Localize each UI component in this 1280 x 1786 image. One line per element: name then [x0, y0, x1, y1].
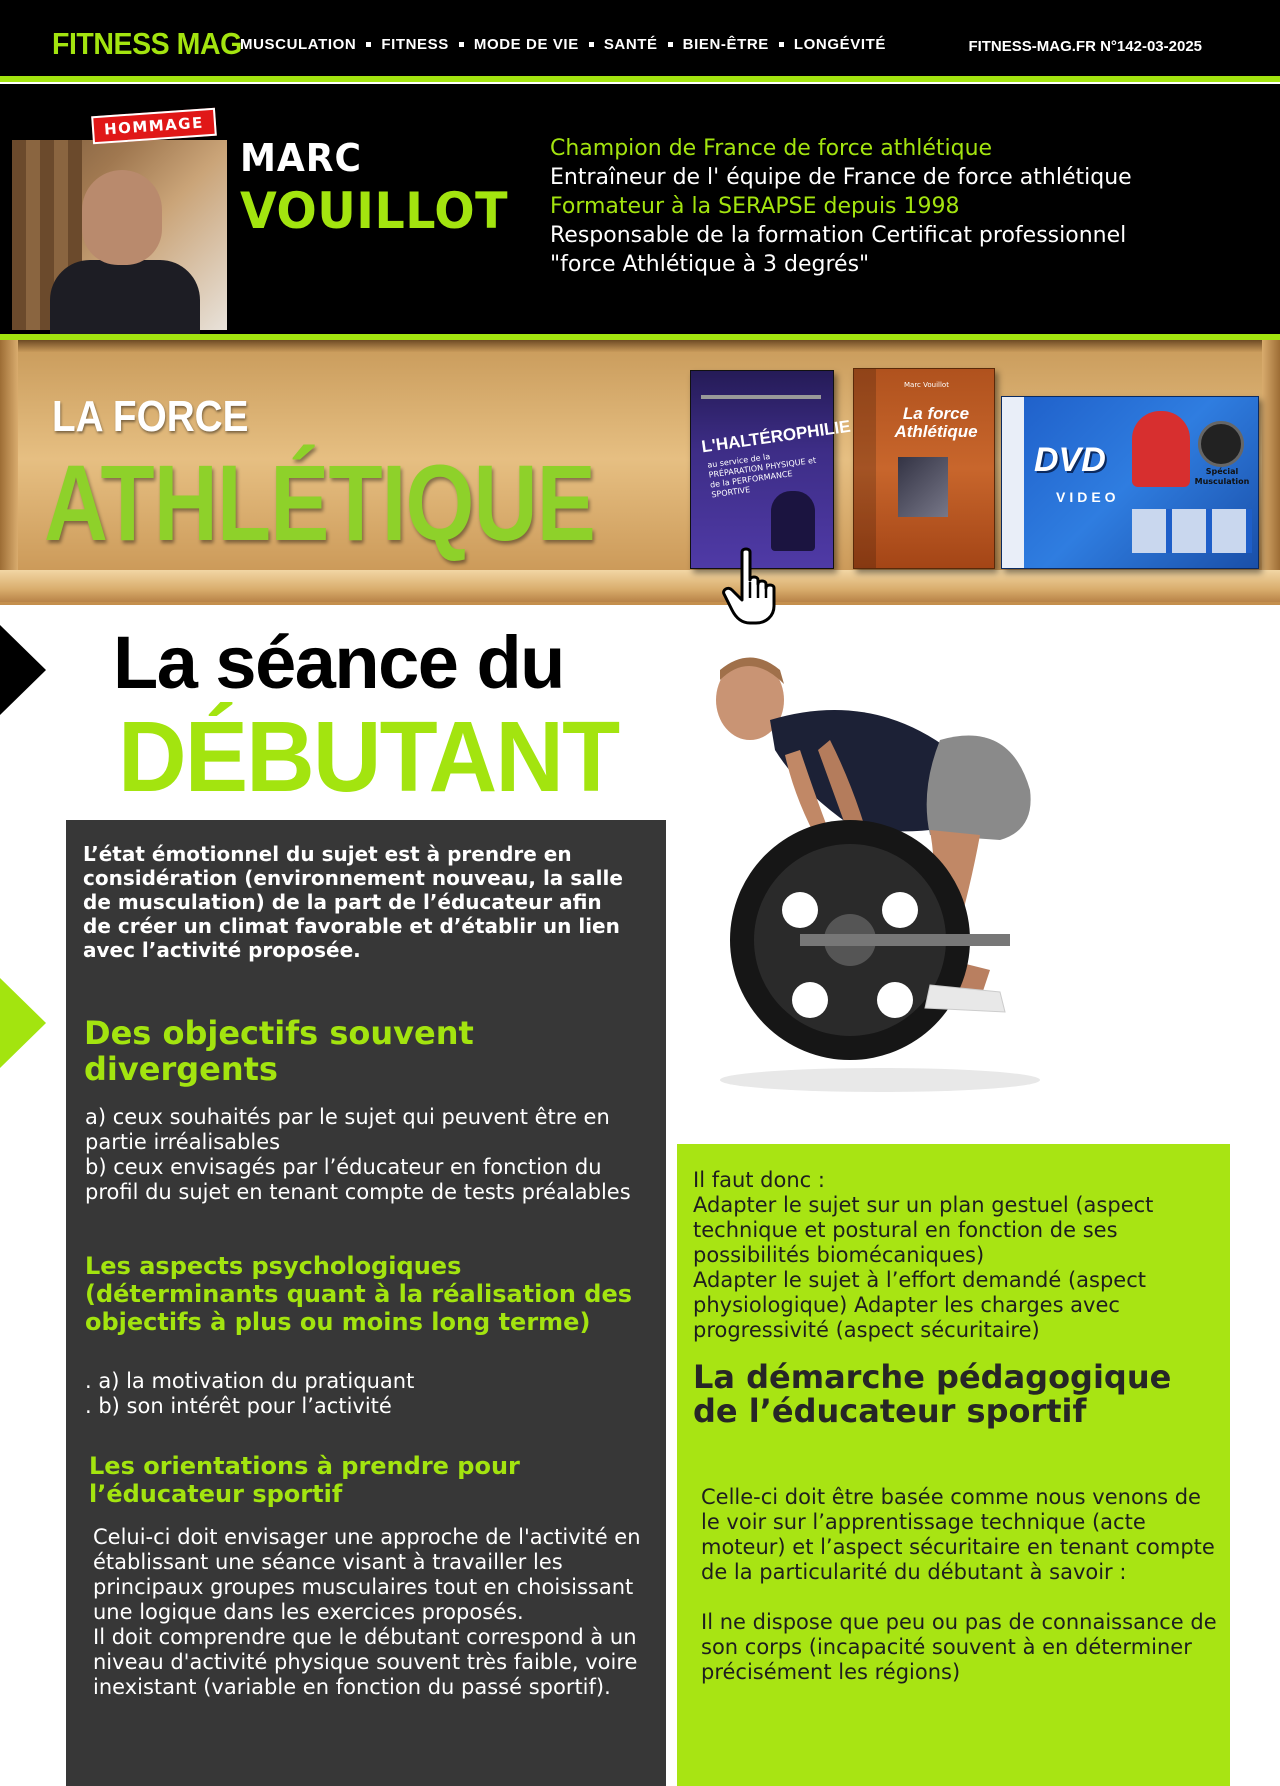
bio-line: Entraîneur de l' équipe de France de force athlétique: [550, 165, 1132, 190]
section-arrow-icon: [0, 625, 48, 715]
bio-line: Champion de France de force athlétique: [550, 136, 993, 161]
article-title-line1: La séance du: [113, 621, 564, 704]
issue-number: FITNESS-MAG.FR N°142-03-2025: [968, 38, 1202, 55]
nav-item-longevite[interactable]: LONGÉVITÉ: [793, 36, 886, 53]
profile-bio: [550, 134, 1132, 279]
dvd-special-label: Spécial Musculation: [1194, 467, 1250, 486]
profile-last-name: VOUILLOT: [240, 182, 508, 240]
dvd-video-label: VIDEO: [1056, 489, 1120, 505]
nav-item-musculation[interactable]: MUSCULATION: [240, 36, 357, 53]
shelf-label-big: ATHLÉTIQUE: [44, 442, 596, 563]
book-author: Marc Vouillot: [904, 381, 949, 389]
nav-separator: [366, 42, 371, 47]
book-halterophilie[interactable]: [690, 370, 852, 569]
bio-line: Formateur à la SERAPSE depuis 1998: [550, 194, 960, 219]
brand-logo[interactable]: FITNESS MAG: [52, 26, 242, 61]
dvd-cover[interactable]: [1001, 396, 1259, 569]
book-force-athletique[interactable]: [853, 368, 995, 569]
article-title-line2: DÉBUTANT: [118, 701, 619, 813]
nav-item-fitness[interactable]: FITNESS: [381, 36, 449, 53]
main-nav: [240, 36, 886, 53]
bio-line: "force Athlétique à 3 degrés": [550, 252, 870, 277]
heading-demarche-pedagogique: La démarche pédagogique de l’éducateur sportif: [693, 1358, 1172, 1430]
hommage-badge: HOMMAGE: [91, 108, 216, 145]
book-title: L'HALTÉROPHILIE: [700, 416, 852, 457]
dvd-logo: DVD: [1034, 441, 1106, 479]
heading-objectifs: Des objectifs souvent divergents: [84, 1014, 474, 1088]
paragraph-objectifs: a) ceux souhaités par le sujet qui peuvent être en partie irréalisables b) ceux envisagés par l’éducateur en fonction du profil du sujet en tenant compte de tests préalables: [85, 1105, 631, 1204]
profile-first-name: MARC: [240, 136, 362, 180]
nav-separator: [589, 42, 594, 47]
heading-orientations: Les orientations à prendre pour l’éducateur sportif: [89, 1452, 520, 1508]
list-aspects-psychologiques: . a) la motivation du pratiquant . b) son intérêt pour l’activité: [85, 1369, 415, 1418]
divider: [0, 76, 1280, 82]
heading-aspects-psychologiques: Les aspects psychologiques (déterminants quant à la réalisation des objectifs à plus ou moins long terme): [85, 1252, 633, 1336]
pointer-hand-icon: [720, 546, 784, 626]
intro-paragraph: L’état émotionnel du sujet est à prendre en considération (environnement nouveau, la salle de musculation) de la part de l’éducateur afin de créer un climat favorable et d’établir un lien avec l’activité proposée.: [83, 842, 623, 962]
deadlift-athlete-photo: [680, 640, 1200, 1110]
section-arrow-icon: [0, 978, 48, 1068]
portrait-photo: [12, 140, 227, 330]
paragraph-demarche-pedagogique: Celle-ci doit être basée comme nous venons de le voir sur l’apprentissage technique (acte moteur) et l’aspect sécuritaire en tenant compte de la particularité du débutant à savoir : Il ne dispose que peu ou pas de connaissance de son corps (incapacité souvent à en déterminer précisément les régions): [701, 1485, 1217, 1684]
nav-separator: [668, 42, 673, 47]
nav-separator: [459, 42, 464, 47]
nav-item-bien-etre[interactable]: BIEN-ÊTRE: [682, 36, 769, 53]
nav-item-mode-de-vie[interactable]: MODE DE VIE: [473, 36, 579, 53]
nav-item-sante[interactable]: SANTÉ: [603, 36, 658, 53]
paragraph-il-faut-donc: Il faut donc : Adapter le sujet sur un plan gestuel (aspect technique et postural en fonction de ses possibilités biomécaniques) Adapter le sujet à l’effort demandé (aspect physiologique) Adapter les charges avec progressivité (aspect sécuritaire): [693, 1168, 1154, 1342]
shelf-label-small: LA FORCE: [52, 392, 249, 441]
paragraph-orientations: Celui-ci doit envisager une approche de l'activité en établissant une séance visant à travailler les principaux groupes musculaires tout en choisissant une logique dans les exercices proposés. Il doit comprendre que le débutant correspond à un niveau d'activité physique souvent très faible, voire inexistant (variable en fonction du passé sportif).: [93, 1525, 641, 1699]
book-title: La force Athlétique: [894, 404, 978, 441]
book-subtitle: au service de la PRÉPARATION PHYSIQUE et de la PERFORMANCE SPORTIVE: [706, 452, 817, 500]
bio-line: Responsable de la formation Certificat professionnel: [550, 223, 1127, 248]
nav-separator: [779, 42, 784, 47]
